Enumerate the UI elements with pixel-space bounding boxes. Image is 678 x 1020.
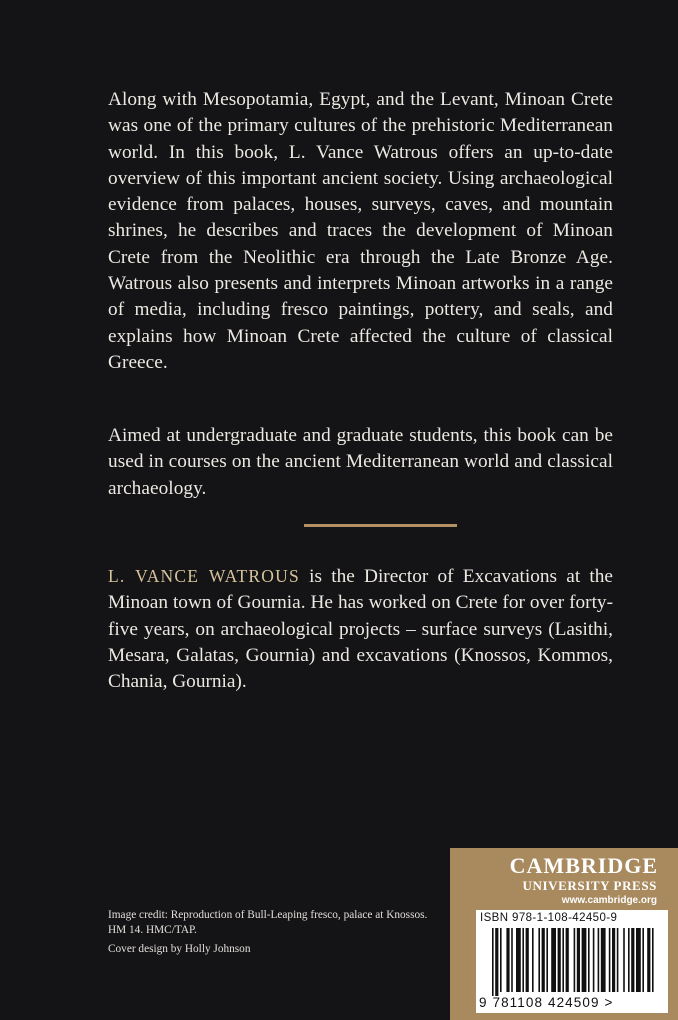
blurb-paragraph-1: Along with Mesopotamia, Egypt, and the Levant, Minoan Crete was one of the primary cultures of the prehistoric Mediterranean world. In this book, L. Vance Watrous offers an up-to-date overview of this important ancient society. Using archaeological evidence from palaces, houses, surveys, caves, and mountain shrines, he describes and traces the development of Minoan Crete from the Neolithic era through the Late Bronze Age. Watrous also presents and interprets Minoan artworks in a range of media, including fresco paintings, pottery, and seals, and explains how Minoan Crete affected the culture of classical Greece.: [108, 89, 613, 373]
publisher-logo-subtitle: UNIVERSITY PRESS: [522, 878, 657, 893]
author-name: L. VANCE WATROUS: [108, 566, 300, 586]
barcode-icon: [476, 928, 668, 996]
barcode-panel: [476, 910, 668, 1013]
credits: [108, 908, 428, 957]
image-credit: Image credit: Reproduction of Bull-Leaping fresco, palace at Knossos. HM 14. HMC/TAP.: [108, 909, 428, 936]
blurb-paragraph-2: Aimed at undergraduate and graduate students, this book can be used in courses on the ancient Mediterranean world and classical archaeology.: [108, 425, 613, 499]
author-bio-text: is the Director of Excavations at the Minoan town of Gournia. He has worked on Crete for over forty-five years, on archaeological projects – surface surveys (Lasithi, Mesara, Galatas, Gournia) and excavations (Knossos, Kommos, Chania, Gournia).: [108, 566, 613, 693]
isbn-label: ISBN 978-1-108-42450-9: [480, 912, 618, 924]
cover-design-credit: Cover design by Holly Johnson: [108, 943, 251, 956]
divider-rule: [304, 524, 457, 527]
barcode-digits: 9 781108 424509 >: [479, 995, 614, 1010]
publisher-logo-name: CAMBRIDGE: [509, 853, 658, 878]
publisher-panel: [450, 848, 678, 1020]
publisher-url: www.cambridge.org: [561, 895, 657, 906]
author-bio: [108, 563, 613, 695]
